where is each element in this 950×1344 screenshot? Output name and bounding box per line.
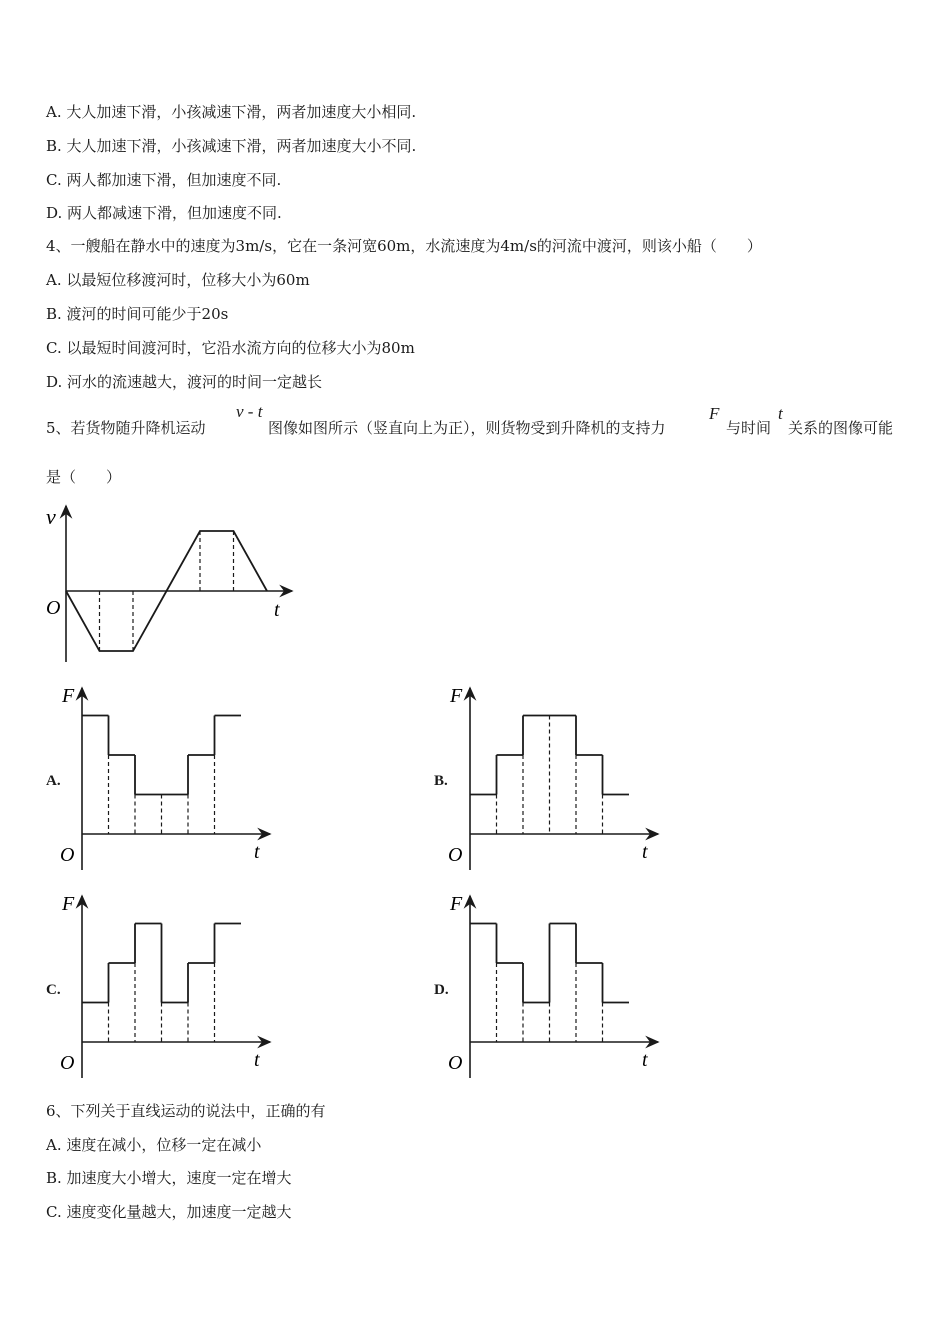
q3-option-c: C. 两人都加速下滑，但加速度不同. <box>46 171 282 189</box>
q6-option-b: B. 加速度大小增大，速度一定在增大 <box>46 1169 292 1187</box>
q5-t-symbol: t <box>778 404 783 423</box>
ft-graph-c <box>58 886 278 1081</box>
q3-option-d: D. 两人都减速下滑，但加速度不同. <box>46 204 282 222</box>
q5-stem-part4: 关系的图像可能 <box>788 419 894 437</box>
q5-stem-part2: 图像如图所示（竖直向上为正），则货物受到升降机的支持力 <box>268 419 666 437</box>
vt-v-label: v <box>46 504 56 529</box>
q5-F-symbol: F <box>709 404 720 423</box>
option-c-label: C. <box>46 982 61 998</box>
q3-option-b: B. 大人加速下滑，小孩减速下滑，两者加速度大小不同. <box>46 137 417 155</box>
ft-F-label: F <box>62 685 75 707</box>
ft-origin-label: O <box>60 844 75 866</box>
ft-origin-label: O <box>448 844 463 866</box>
ft-t-label: t <box>642 1049 648 1071</box>
ft-graph-d <box>446 886 666 1081</box>
q4-option-b: B. 渡河的时间可能少于20s <box>46 305 229 323</box>
vt-t-label: t <box>274 599 280 621</box>
q6-option-a: A. 速度在减小，位移一定在减小 <box>46 1136 262 1154</box>
ft-F-label: F <box>450 893 463 915</box>
ft-t-label: t <box>642 841 648 863</box>
q5-stem-part3: 与时间 <box>726 419 772 437</box>
ft-F-label: F <box>450 685 463 707</box>
ft-t-label: t <box>254 841 260 863</box>
ft-F-label: F <box>62 893 75 915</box>
ft-origin-label: O <box>60 1052 75 1074</box>
ft-t-label: t <box>254 1049 260 1071</box>
q6-stem: 6、下列关于直线运动的说法中，正确的有 <box>46 1102 326 1120</box>
vt-graph <box>40 500 300 670</box>
q4-option-a: A. 以最短位移渡河时，位移大小为60m <box>46 271 310 289</box>
q5-vt-symbol: v - t <box>236 402 263 421</box>
q4-stem: 4、一艘船在静水中的速度为3m/s，它在一条河宽60m，水流速度为4m/s的河流中渡河，则该小船（ ） <box>46 237 762 255</box>
q4-option-d: D. 河水的流速越大，渡河的时间一定越长 <box>46 373 323 391</box>
ft-origin-label: O <box>448 1052 463 1074</box>
q5-stem-line2: 是（ ） <box>46 468 122 486</box>
q3-option-a: A. 大人加速下滑，小孩减速下滑，两者加速度大小相同. <box>46 103 417 121</box>
q6-option-c: C. 速度变化量越大，加速度一定越大 <box>46 1203 292 1221</box>
q5-stem-part1: 5、若货物随升降机运动 <box>46 419 206 437</box>
q4-option-c: C. 以最短时间渡河时，它沿水流方向的位移大小为80m <box>46 339 415 357</box>
option-a-label: A. <box>46 773 61 789</box>
option-d-label: D. <box>434 982 449 998</box>
vt-origin-label: O <box>46 597 61 619</box>
ft-graph-a <box>58 678 278 873</box>
ft-graph-b <box>446 678 666 873</box>
option-b-label: B. <box>434 773 448 789</box>
